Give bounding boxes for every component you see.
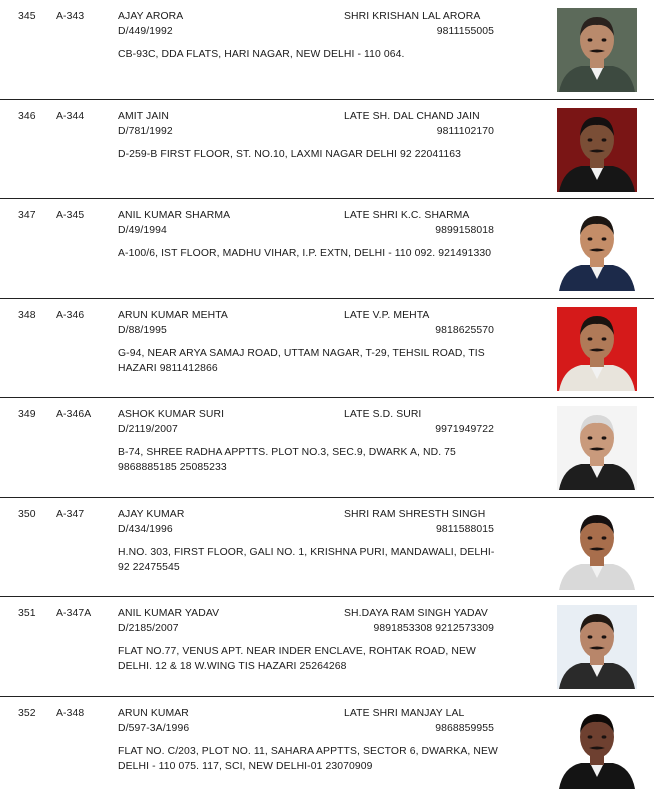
registration-number: D/781/1992 [118, 125, 173, 137]
member-code: A-344 [56, 110, 85, 122]
portrait-image [557, 705, 637, 789]
serial-number: 345 [18, 11, 36, 22]
member-name: ARUN KUMAR MEHTA [118, 309, 228, 321]
phone-number: 9891853308 9212573309 [373, 623, 494, 634]
portrait-image [557, 8, 637, 92]
registration-number: D/88/1995 [118, 324, 167, 336]
address: D-259-B FIRST FLOOR, ST. NO.10, LAXMI NAGAR DELHI 92 22041163 [118, 148, 461, 160]
member-code: A-346 [56, 309, 85, 321]
list-item [0, 299, 654, 399]
left-eye [588, 735, 593, 738]
phone-number: 9899158018 [435, 225, 494, 236]
list-item [0, 100, 654, 200]
member-photo [557, 307, 637, 391]
member-name: AJAY ARORA [118, 11, 184, 22]
father-name: SHRI RAM SHRESTH SINGH [344, 508, 486, 520]
registration-number: D/449/1992 [118, 26, 173, 37]
portrait-image [557, 108, 637, 192]
list-item [0, 498, 654, 598]
list-item [0, 597, 654, 697]
registration-number: D/597-3A/1996 [118, 722, 190, 734]
member-photo [557, 207, 637, 291]
right-eye [602, 237, 607, 240]
left-eye [588, 635, 593, 638]
member-photo [557, 406, 637, 490]
serial-number: 352 [18, 707, 36, 719]
portrait-image [557, 207, 637, 291]
left-eye [588, 436, 593, 439]
father-name: LATE SH. DAL CHAND JAIN [344, 110, 480, 122]
phone-number: 9811588015 [435, 523, 494, 535]
father-name: LATE SHRI MANJAY LAL [344, 707, 465, 719]
right-eye [602, 436, 607, 439]
phone-number: 9971949722 [435, 424, 494, 435]
father-name: SHRI KRISHAN LAL ARORA [344, 11, 481, 22]
right-eye [602, 635, 607, 638]
member-photo [557, 705, 637, 789]
member-name: AJAY KUMAR [118, 508, 185, 520]
portrait-image [557, 307, 637, 391]
address: CB-93C, DDA FLATS, HARI NAGAR, NEW DELHI - 110 064. [118, 49, 405, 60]
member-photo [557, 108, 637, 192]
left-eye [588, 138, 593, 141]
right-eye [602, 337, 607, 340]
member-name: ANIL KUMAR SHARMA [118, 210, 231, 221]
list-item [0, 0, 654, 100]
member-name: ARUN KUMAR [118, 707, 189, 719]
list-item [0, 398, 654, 498]
list-item [0, 697, 654, 797]
member-code: A-343 [56, 11, 85, 22]
registration-number: D/2119/2007 [118, 424, 178, 435]
address: H.NO. 303, FIRST FLOOR, GALI NO. 1, KRISHNA PURI, MANDAWALI, DELHI-92 22475545 [118, 546, 495, 573]
registration-number: D/434/1996 [118, 523, 173, 535]
address: G-94, NEAR ARYA SAMAJ ROAD, UTTAM NAGAR, T-29, TEHSIL ROAD, TIS HAZARI 9811412866 [118, 347, 485, 374]
left-eye [588, 337, 593, 340]
portrait-image [557, 506, 637, 590]
member-photo [557, 8, 637, 92]
registration-number: D/2185/2007 [118, 623, 179, 634]
serial-number: 348 [18, 309, 36, 321]
portrait-image [557, 605, 637, 689]
left-eye [588, 38, 593, 41]
address: FLAT NO. C/203, PLOT NO. 11, SAHARA APPTTS, SECTOR 6, DWARKA, NEW DELHI - 110 075. 117, SCI, NEW DELHI-01 23070909 [118, 745, 498, 772]
serial-number: 346 [18, 110, 36, 122]
member-code: A-348 [56, 707, 85, 719]
right-eye [602, 536, 607, 539]
left-eye [588, 237, 593, 240]
father-name: SH.DAYA RAM SINGH YADAV [344, 608, 488, 619]
father-name: LATE SHRI K.C. SHARMA [344, 210, 470, 221]
member-photo [557, 506, 637, 590]
right-eye [602, 138, 607, 141]
father-name: LATE S.D. SURI [344, 409, 422, 420]
member-code: A-346A [56, 409, 92, 420]
registration-number: D/49/1994 [118, 225, 167, 236]
address: FLAT NO.77, VENUS APT. NEAR INDER ENCLAVE, ROHTAK ROAD, NEW DELHI. 12 & 18 W.WING TIS HAZARI 25264268 [118, 646, 476, 672]
phone-number: 9868859955 [435, 722, 494, 734]
member-name: ASHOK KUMAR SURI [118, 409, 225, 420]
member-photo [557, 605, 637, 689]
serial-number: 347 [18, 210, 36, 221]
portrait-image [557, 406, 637, 490]
right-eye [602, 735, 607, 738]
member-code: A-347A [56, 608, 92, 619]
member-name: AMIT JAIN [118, 110, 169, 122]
address: A-100/6, IST FLOOR, MADHU VIHAR, I.P. EXTN, DELHI - 110 092. 921491330 [118, 248, 492, 259]
father-name: LATE V.P. MEHTA [344, 309, 430, 321]
serial-number: 351 [18, 608, 36, 619]
right-eye [602, 38, 607, 41]
phone-number: 9818625570 [435, 324, 494, 336]
member-name: ANIL KUMAR YADAV [118, 608, 220, 619]
left-eye [588, 536, 593, 539]
list-item [0, 199, 654, 299]
phone-number: 9811102170 [436, 125, 494, 137]
serial-number: 349 [18, 409, 36, 420]
member-code: A-347 [56, 508, 85, 520]
member-code: A-345 [56, 210, 85, 221]
phone-number: 9811155005 [436, 26, 494, 37]
address: B-74, SHREE RADHA APPTTS. PLOT NO.3, SEC.9, DWARK A, ND. 75 9868885185 25085233 [118, 447, 456, 473]
serial-number: 350 [18, 508, 36, 520]
